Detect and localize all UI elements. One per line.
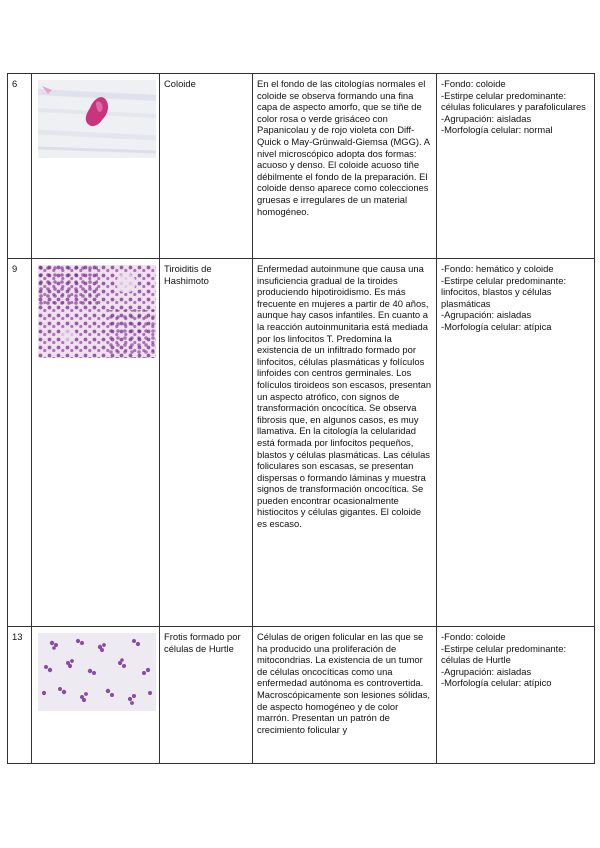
feature-line: -Fondo: coloide	[441, 78, 506, 89]
feature-line: -Agrupación: aisladas	[441, 309, 532, 321]
table-row	[8, 74, 595, 259]
feature-line: -Fondo: hemático y coloide	[441, 263, 554, 274]
entity-name: Frotis formado por células de Hurtle	[160, 627, 253, 764]
row-number: 13	[8, 627, 32, 764]
table-row	[8, 259, 595, 627]
entity-name: Coloide	[160, 74, 253, 259]
colloid-micrograph-image	[38, 80, 156, 158]
feature-line: -Fondo: coloide	[441, 631, 506, 642]
hashimoto-micrograph-image	[38, 265, 156, 358]
feature-line: -Agrupación: aisladas	[441, 665, 532, 677]
row-number: 6	[8, 74, 32, 259]
hurtle-cells-micrograph-image	[38, 633, 156, 711]
feature-line: -Morfología celular: atípico	[441, 677, 552, 689]
pathology-table	[7, 73, 595, 764]
entity-features	[437, 627, 595, 764]
feature-line: -Estirpe celular predominante: células foliculares y parafoliculares	[441, 89, 586, 113]
image-cell	[32, 74, 160, 259]
feature-line: -Agrupación: aisladas	[441, 112, 532, 124]
row-number: 9	[8, 259, 32, 627]
entity-description: Células de origen folicular en las que se ha producido una proliferación de mitocondrias. La existencia de un tumor de células oncocíticas como una enfermedad autónoma es controvertida. Macroscópicamente son lesiones sólidas, de aspecto homogéneo y de color marrón. Presentan un patrón de crecimiento folicular y	[253, 627, 437, 764]
entity-name: Tiroiditis de Hashimoto	[160, 259, 253, 627]
table-row	[8, 627, 595, 764]
feature-line: -Morfología celular: atípica	[441, 320, 552, 332]
feature-line: -Morfología celular: normal	[441, 124, 553, 136]
entity-features	[437, 259, 595, 627]
image-cell	[32, 627, 160, 764]
entity-description: Enfermedad autoinmune que causa una insuficiencia gradual de la tiroides produciendo hipotiroidismo. Es más frecuente en mujeres a partir de 40 años, aunque hay casos infantiles. En cuanto a la reacción autoinmunitaria está mediada por los linfocitos T. Predomina la existencia de un infiltrado formado por linfocitos, células plasmáticas y folículos linfoides con centros germinales. Los folículos tiroideos son escasos, presentan un aspecto atrófico, con signos de transformación oncocítica. Se observa fibrosis que, en algunos casos, es muy llamativa. En la citología la celularidad está formada por linfocitos pequeños, blastos y células plasmáticas. Las células foliculares son escasas, se presentan dispersas o formando láminas y muestra signos de transformación oncocítica. Se pueden encontrar ocasionalmente histiocitos y células gigantes. El coloide es escaso.	[253, 259, 437, 627]
entity-description: En el fondo de las citologías normales el coloide se observa formando una fina capa de aspecto amorfo, que se tiñe de color rosa o verde grisáceo con Papanicolau y de rojo violeta con Diff-Quick o May-Grünwald-Giemsa (MGG). A nivel microscópico adopta dos formas: acuoso y denso. El coloide acuoso tiñe débilmente el fondo de la preparación. El coloide denso aparece como colecciones gruesas e irregulares de un material homogéneo.	[253, 74, 437, 259]
feature-line: -Estirpe celular predominante: células de Hurtle	[441, 642, 567, 666]
feature-line: -Estirpe celular predominante: linfocitos, blastos y células plasmáticas	[441, 274, 567, 309]
image-cell	[32, 259, 160, 627]
entity-features	[437, 74, 595, 259]
